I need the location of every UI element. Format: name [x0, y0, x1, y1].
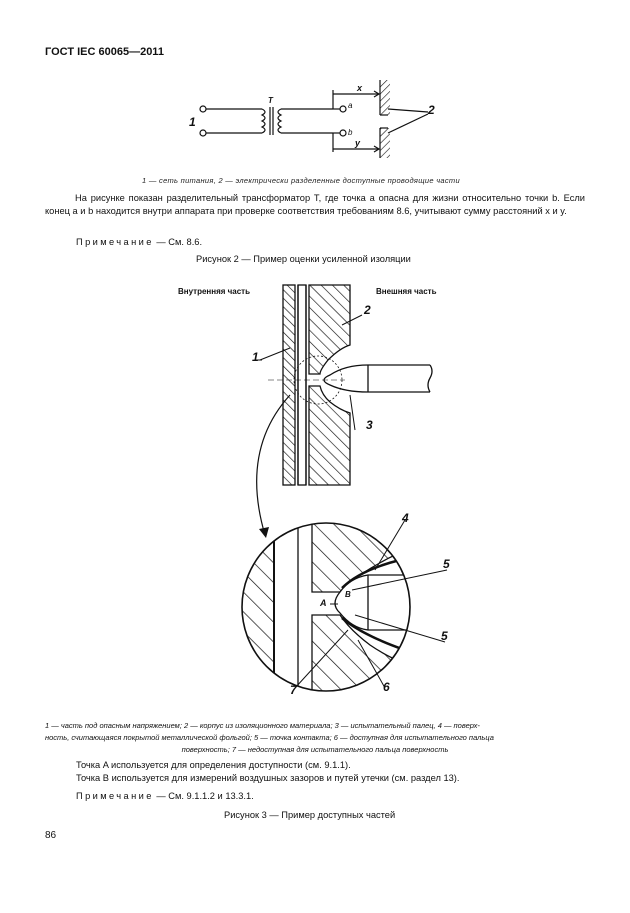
- fig3-label-2: 2: [364, 303, 371, 317]
- fig3-label-1: 1: [252, 350, 259, 364]
- figure3-note: [76, 791, 254, 801]
- point-a-text: Точка A используется для определения доступности (см. 9.1.1).: [76, 760, 351, 770]
- note-label: Примечание: [76, 237, 154, 247]
- fig2-label-x: x: [357, 83, 363, 93]
- fig3-label-6: 6: [383, 680, 390, 694]
- point-b-text: Точка B используется для измерений воздушных зазоров и путей утечки (см. раздел 13).: [76, 773, 460, 783]
- note-text: — См. 9.1.1.2 и 13.3.1.: [153, 791, 254, 801]
- fig2-label-a: a: [348, 101, 353, 110]
- figure2-legend: 1 — сеть питания, 2 — электрически разделенные доступные проводящие части: [142, 176, 460, 185]
- fig3-label-7: 7: [290, 683, 297, 697]
- terminal-b: [340, 130, 346, 136]
- fig3-label-B: B: [345, 590, 351, 599]
- legend-line-1: 1 — часть под опасным напряжением; 2 — корпус из изоляционного материала; 3 — испытательный палец, 4 — поверх-: [45, 721, 480, 730]
- fig2-label-2: 2: [428, 103, 435, 117]
- terminal-a: [340, 106, 346, 112]
- fig3-label-inner: Внутренняя часть: [178, 287, 251, 296]
- fig3-label-5-top: 5: [443, 557, 450, 571]
- legend-line-3: поверхность; 7 — недоступная для испытательного пальца поверхность: [181, 745, 449, 754]
- figure3-legend: [45, 720, 585, 756]
- terminal-bottom-left: [200, 130, 206, 136]
- figure2-note: [76, 237, 202, 247]
- figure3-diagram: [0, 270, 630, 720]
- fig3-label-4: 4: [402, 511, 409, 525]
- note-label: Примечание: [76, 791, 154, 801]
- fig2-label-y: y: [355, 138, 361, 148]
- fig2-label-1: 1: [189, 115, 196, 129]
- page-number: 86: [45, 830, 57, 841]
- fig2-label-b: b: [348, 128, 353, 137]
- figure2-diagram: [0, 0, 630, 175]
- fig3-label-A: A: [320, 598, 327, 608]
- legend-line-2: ность, считающаяся покрытой металлической фольгой; 5 — точка контакта; 6 — доступная для испытательного пальца: [45, 733, 494, 742]
- figure3-caption: Рисунок 3 — Пример доступных частей: [224, 810, 396, 820]
- note-text: — См. 8.6.: [153, 237, 203, 247]
- fig3-label-outer: Внешняя часть: [376, 287, 437, 296]
- fig3-label-3: 3: [366, 418, 373, 432]
- terminal-top-left: [200, 106, 206, 112]
- figure2-caption: Рисунок 2 — Пример оценки усиленной изоляции: [196, 254, 411, 264]
- fig2-label-T: T: [268, 96, 273, 105]
- fig3-label-5-bottom: 5: [441, 629, 448, 643]
- figure2-paragraph: На рисунке показан разделительный трансформатор Т, где точка a опасна для жизни относительно точки b. Если конец a и b находится внутри аппарата при проверке соответствия требованиям 8.6, учитывают сумму расстояний x и y.: [45, 193, 585, 216]
- document-header: ГОСТ IEC 60065—2011: [45, 46, 164, 58]
